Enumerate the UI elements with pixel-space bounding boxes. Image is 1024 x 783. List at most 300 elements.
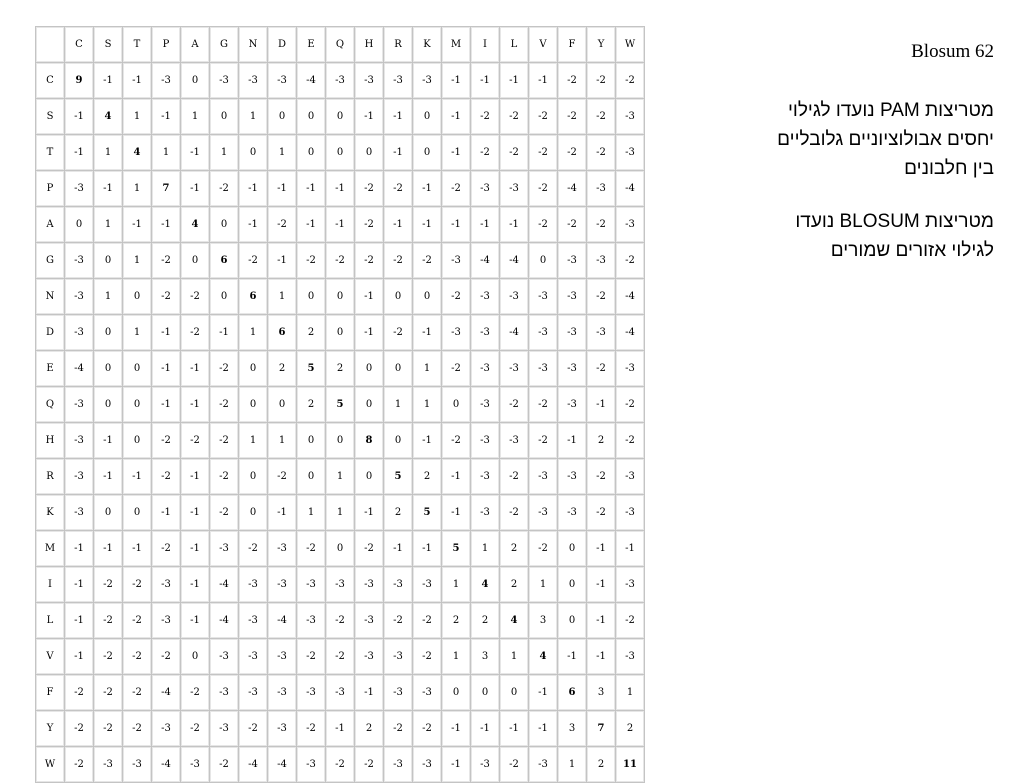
score-cell: -4: [210, 603, 238, 638]
score-cell: 1: [239, 315, 267, 350]
score-cell: -2: [558, 135, 586, 170]
score-cell: -1: [471, 63, 499, 98]
diagonal-score-cell: 11: [616, 747, 644, 782]
score-cell: -3: [326, 567, 354, 602]
score-cell: -2: [616, 603, 644, 638]
score-cell: -2: [355, 243, 383, 278]
score-cell: -3: [181, 747, 209, 782]
score-cell: 2: [268, 351, 296, 386]
diagonal-score-cell: 5: [297, 351, 325, 386]
score-cell: -2: [616, 63, 644, 98]
score-cell: -1: [210, 315, 238, 350]
score-cell: -1: [181, 171, 209, 206]
score-cell: 0: [355, 459, 383, 494]
score-cell: -1: [123, 207, 151, 242]
score-cell: -2: [558, 99, 586, 134]
score-cell: 1: [616, 675, 644, 710]
score-cell: -1: [268, 171, 296, 206]
score-cell: -3: [152, 63, 180, 98]
diagonal-score-cell: 5: [442, 531, 470, 566]
matrix-row: [36, 639, 644, 674]
score-cell: -1: [500, 711, 528, 746]
score-cell: -1: [355, 495, 383, 530]
row-header-a: A: [36, 207, 64, 242]
score-cell: -1: [529, 63, 557, 98]
score-cell: -1: [181, 531, 209, 566]
score-cell: -2: [152, 639, 180, 674]
matrix-row: [36, 351, 644, 386]
score-cell: 0: [413, 279, 441, 314]
diagonal-score-cell: 4: [123, 135, 151, 170]
score-cell: -2: [529, 171, 557, 206]
score-cell: -2: [558, 63, 586, 98]
score-cell: 2: [297, 387, 325, 422]
score-cell: 3: [558, 711, 586, 746]
diagonal-score-cell: 7: [587, 711, 615, 746]
score-cell: 2: [326, 351, 354, 386]
score-cell: 0: [442, 675, 470, 710]
score-cell: -2: [239, 531, 267, 566]
column-header-a: A: [181, 27, 209, 62]
score-cell: 1: [529, 567, 557, 602]
score-cell: -3: [384, 747, 412, 782]
score-cell: -3: [442, 243, 470, 278]
blosum62-matrix-panel: [35, 26, 663, 770]
score-cell: -3: [471, 279, 499, 314]
score-cell: -4: [297, 63, 325, 98]
score-cell: -2: [210, 171, 238, 206]
score-cell: -2: [587, 459, 615, 494]
score-cell: -2: [152, 243, 180, 278]
score-cell: -2: [587, 63, 615, 98]
score-cell: 0: [94, 315, 122, 350]
row-header-q: Q: [36, 387, 64, 422]
score-cell: -2: [587, 207, 615, 242]
score-cell: -2: [355, 747, 383, 782]
score-cell: -1: [413, 531, 441, 566]
score-cell: -3: [529, 351, 557, 386]
score-cell: -1: [616, 531, 644, 566]
score-cell: -1: [65, 99, 93, 134]
score-cell: -3: [268, 675, 296, 710]
matrix-row: [36, 279, 644, 314]
score-cell: -2: [123, 639, 151, 674]
score-cell: -3: [616, 639, 644, 674]
score-cell: -2: [181, 675, 209, 710]
score-cell: -3: [65, 171, 93, 206]
score-cell: -3: [152, 567, 180, 602]
score-cell: -3: [500, 423, 528, 458]
score-cell: -2: [384, 315, 412, 350]
pam-description: [694, 96, 994, 183]
row-header-i: I: [36, 567, 64, 602]
score-cell: -2: [268, 207, 296, 242]
score-cell: -3: [616, 459, 644, 494]
score-cell: -3: [268, 63, 296, 98]
score-cell: -3: [471, 171, 499, 206]
score-cell: -3: [94, 747, 122, 782]
score-cell: 0: [297, 279, 325, 314]
row-header-w: W: [36, 747, 64, 782]
score-cell: 0: [239, 135, 267, 170]
score-cell: 2: [500, 531, 528, 566]
score-cell: -3: [384, 567, 412, 602]
score-cell: 2: [413, 459, 441, 494]
score-cell: -1: [413, 315, 441, 350]
score-cell: 0: [94, 387, 122, 422]
score-cell: -4: [616, 315, 644, 350]
diagonal-score-cell: 4: [471, 567, 499, 602]
score-cell: 0: [210, 99, 238, 134]
row-header-v: V: [36, 639, 64, 674]
score-cell: 1: [123, 243, 151, 278]
score-cell: -2: [355, 207, 383, 242]
score-cell: 0: [355, 351, 383, 386]
score-cell: -2: [181, 279, 209, 314]
score-cell: -1: [326, 711, 354, 746]
score-cell: -2: [268, 459, 296, 494]
column-header-m: M: [442, 27, 470, 62]
diagonal-score-cell: 4: [181, 207, 209, 242]
score-cell: -3: [239, 63, 267, 98]
score-cell: -3: [268, 567, 296, 602]
score-cell: -4: [500, 315, 528, 350]
score-cell: -3: [529, 495, 557, 530]
score-cell: -3: [471, 747, 499, 782]
score-cell: -3: [413, 567, 441, 602]
diagonal-score-cell: 4: [529, 639, 557, 674]
score-cell: 2: [587, 423, 615, 458]
score-cell: -2: [152, 423, 180, 458]
score-cell: -2: [123, 567, 151, 602]
score-cell: -2: [442, 423, 470, 458]
row-header-t: T: [36, 135, 64, 170]
score-cell: 0: [471, 675, 499, 710]
score-cell: -4: [268, 603, 296, 638]
score-cell: -2: [210, 423, 238, 458]
row-header-g: G: [36, 243, 64, 278]
score-cell: -1: [326, 207, 354, 242]
matrix-row: [36, 711, 644, 746]
score-cell: -2: [123, 675, 151, 710]
score-cell: -3: [123, 747, 151, 782]
score-cell: -1: [152, 387, 180, 422]
score-cell: 1: [326, 459, 354, 494]
score-cell: -3: [65, 459, 93, 494]
score-cell: -3: [297, 675, 325, 710]
score-cell: -3: [326, 63, 354, 98]
score-cell: -4: [268, 747, 296, 782]
score-cell: -1: [297, 171, 325, 206]
score-cell: -1: [471, 207, 499, 242]
row-header-p: P: [36, 171, 64, 206]
score-cell: -3: [413, 675, 441, 710]
score-cell: 0: [123, 279, 151, 314]
score-cell: -2: [529, 207, 557, 242]
score-cell: -2: [413, 243, 441, 278]
score-cell: -1: [152, 207, 180, 242]
score-cell: -1: [442, 207, 470, 242]
pam-description-line: מטריצות PAM נועדו לגילוי: [787, 100, 994, 121]
score-cell: -2: [326, 603, 354, 638]
score-cell: -3: [210, 531, 238, 566]
score-cell: -3: [616, 567, 644, 602]
score-cell: -2: [442, 171, 470, 206]
score-cell: -3: [616, 351, 644, 386]
score-cell: 0: [123, 387, 151, 422]
score-cell: -3: [384, 639, 412, 674]
score-cell: -1: [355, 99, 383, 134]
score-cell: -1: [268, 495, 296, 530]
score-cell: -1: [297, 207, 325, 242]
score-cell: 0: [297, 135, 325, 170]
score-cell: -3: [500, 279, 528, 314]
score-cell: 0: [384, 351, 412, 386]
substitution-matrix-table: [35, 26, 645, 783]
row-header-f: F: [36, 675, 64, 710]
score-cell: 0: [181, 639, 209, 674]
diagonal-score-cell: 4: [500, 603, 528, 638]
score-cell: -3: [65, 423, 93, 458]
column-header-w: W: [616, 27, 644, 62]
score-cell: 0: [123, 423, 151, 458]
score-cell: -3: [558, 351, 586, 386]
score-cell: 3: [471, 639, 499, 674]
score-cell: 0: [384, 423, 412, 458]
score-cell: 1: [413, 387, 441, 422]
score-cell: -3: [65, 387, 93, 422]
score-cell: -1: [413, 423, 441, 458]
score-cell: 2: [355, 711, 383, 746]
score-cell: -1: [587, 567, 615, 602]
score-cell: 2: [471, 603, 499, 638]
score-cell: 0: [297, 459, 325, 494]
score-cell: -3: [65, 495, 93, 530]
score-cell: -4: [500, 243, 528, 278]
score-cell: -3: [587, 315, 615, 350]
score-cell: -1: [529, 711, 557, 746]
score-cell: -2: [65, 675, 93, 710]
score-cell: -3: [558, 279, 586, 314]
score-cell: -1: [355, 279, 383, 314]
score-cell: -3: [384, 675, 412, 710]
score-cell: -3: [616, 99, 644, 134]
score-cell: -2: [181, 423, 209, 458]
score-cell: 0: [355, 387, 383, 422]
score-cell: -1: [152, 351, 180, 386]
score-cell: -3: [413, 747, 441, 782]
score-cell: -1: [442, 135, 470, 170]
score-cell: -1: [355, 315, 383, 350]
matrix-corner-cell: [36, 27, 64, 62]
diagonal-score-cell: 7: [152, 171, 180, 206]
score-cell: -2: [384, 711, 412, 746]
diagonal-score-cell: 6: [268, 315, 296, 350]
score-cell: 1: [500, 639, 528, 674]
score-cell: -2: [181, 711, 209, 746]
matrix-row: [36, 99, 644, 134]
score-cell: 0: [210, 207, 238, 242]
diagonal-score-cell: 6: [558, 675, 586, 710]
score-cell: -2: [587, 99, 615, 134]
score-cell: 0: [94, 351, 122, 386]
score-cell: -2: [442, 351, 470, 386]
score-cell: -3: [558, 315, 586, 350]
row-header-y: Y: [36, 711, 64, 746]
row-header-s: S: [36, 99, 64, 134]
score-cell: -3: [268, 531, 296, 566]
score-cell: 1: [94, 135, 122, 170]
score-cell: -3: [529, 315, 557, 350]
score-cell: -2: [152, 279, 180, 314]
score-cell: -2: [442, 279, 470, 314]
score-cell: -1: [65, 531, 93, 566]
score-cell: -2: [587, 351, 615, 386]
score-cell: -4: [239, 747, 267, 782]
score-cell: -2: [239, 243, 267, 278]
score-cell: 1: [123, 99, 151, 134]
score-cell: 0: [94, 243, 122, 278]
score-cell: 0: [239, 351, 267, 386]
row-header-l: L: [36, 603, 64, 638]
score-cell: -1: [181, 567, 209, 602]
score-cell: -1: [268, 243, 296, 278]
score-cell: 1: [384, 387, 412, 422]
diagonal-score-cell: 8: [355, 423, 383, 458]
score-cell: 2: [384, 495, 412, 530]
score-cell: -1: [152, 495, 180, 530]
matrix-row: [36, 423, 644, 458]
score-cell: 1: [210, 135, 238, 170]
matrix-row: [36, 459, 644, 494]
score-cell: -4: [152, 747, 180, 782]
score-cell: -3: [558, 387, 586, 422]
score-cell: 1: [268, 423, 296, 458]
score-cell: -3: [587, 171, 615, 206]
score-cell: -3: [413, 63, 441, 98]
score-cell: 0: [181, 243, 209, 278]
column-header-y: Y: [587, 27, 615, 62]
score-cell: 0: [529, 243, 557, 278]
score-cell: 0: [239, 495, 267, 530]
score-cell: 0: [326, 99, 354, 134]
score-cell: -3: [210, 639, 238, 674]
row-header-h: H: [36, 423, 64, 458]
score-cell: -3: [500, 351, 528, 386]
score-cell: 0: [297, 99, 325, 134]
score-cell: 1: [442, 639, 470, 674]
score-cell: -2: [210, 495, 238, 530]
matrix-row: [36, 531, 644, 566]
score-cell: 0: [413, 135, 441, 170]
score-cell: 0: [239, 459, 267, 494]
score-cell: -1: [181, 135, 209, 170]
score-cell: 0: [355, 135, 383, 170]
score-cell: -2: [413, 639, 441, 674]
score-cell: -2: [326, 243, 354, 278]
score-cell: -2: [210, 747, 238, 782]
score-cell: 0: [326, 531, 354, 566]
score-cell: -2: [210, 459, 238, 494]
score-cell: -3: [471, 315, 499, 350]
score-cell: -3: [500, 171, 528, 206]
diagonal-score-cell: 4: [94, 99, 122, 134]
slide-title: Blosum 62: [911, 41, 994, 62]
score-cell: -2: [297, 243, 325, 278]
score-cell: -1: [587, 387, 615, 422]
column-header-l: L: [500, 27, 528, 62]
score-cell: -1: [413, 207, 441, 242]
score-cell: 1: [181, 99, 209, 134]
score-cell: -1: [413, 171, 441, 206]
column-header-k: K: [413, 27, 441, 62]
score-cell: -1: [442, 459, 470, 494]
score-cell: -1: [326, 171, 354, 206]
score-cell: 1: [94, 207, 122, 242]
score-cell: -2: [529, 99, 557, 134]
score-cell: -1: [384, 99, 412, 134]
score-cell: -1: [500, 63, 528, 98]
score-cell: 2: [587, 747, 615, 782]
score-cell: 0: [500, 675, 528, 710]
score-cell: -1: [442, 99, 470, 134]
score-cell: 1: [239, 99, 267, 134]
score-cell: 0: [558, 603, 586, 638]
score-cell: 2: [297, 315, 325, 350]
score-cell: -3: [210, 711, 238, 746]
score-cell: -3: [326, 675, 354, 710]
score-cell: -1: [384, 135, 412, 170]
score-cell: -3: [239, 567, 267, 602]
score-cell: -1: [442, 711, 470, 746]
score-cell: 1: [471, 531, 499, 566]
score-cell: -4: [210, 567, 238, 602]
slide-text-block: [694, 40, 994, 289]
score-cell: -3: [471, 495, 499, 530]
score-cell: 0: [326, 279, 354, 314]
score-cell: 0: [210, 279, 238, 314]
matrix-row: [36, 567, 644, 602]
score-cell: 0: [326, 135, 354, 170]
score-cell: -3: [355, 603, 383, 638]
score-cell: -1: [94, 531, 122, 566]
row-header-e: E: [36, 351, 64, 386]
column-header-e: E: [297, 27, 325, 62]
score-cell: -3: [65, 279, 93, 314]
score-cell: -2: [587, 495, 615, 530]
score-cell: 1: [123, 171, 151, 206]
score-cell: 1: [268, 279, 296, 314]
column-header-n: N: [239, 27, 267, 62]
column-header-h: H: [355, 27, 383, 62]
score-cell: -1: [471, 711, 499, 746]
score-cell: -3: [239, 675, 267, 710]
score-cell: -1: [239, 207, 267, 242]
score-cell: -1: [123, 63, 151, 98]
score-cell: -2: [210, 351, 238, 386]
score-cell: -2: [529, 387, 557, 422]
score-cell: -1: [65, 135, 93, 170]
score-cell: 1: [558, 747, 586, 782]
matrix-row: [36, 135, 644, 170]
score-cell: -1: [94, 459, 122, 494]
score-cell: -2: [500, 747, 528, 782]
diagonal-score-cell: 9: [65, 63, 93, 98]
score-cell: -2: [587, 279, 615, 314]
score-cell: -3: [297, 747, 325, 782]
score-cell: -2: [587, 135, 615, 170]
score-cell: 0: [413, 99, 441, 134]
